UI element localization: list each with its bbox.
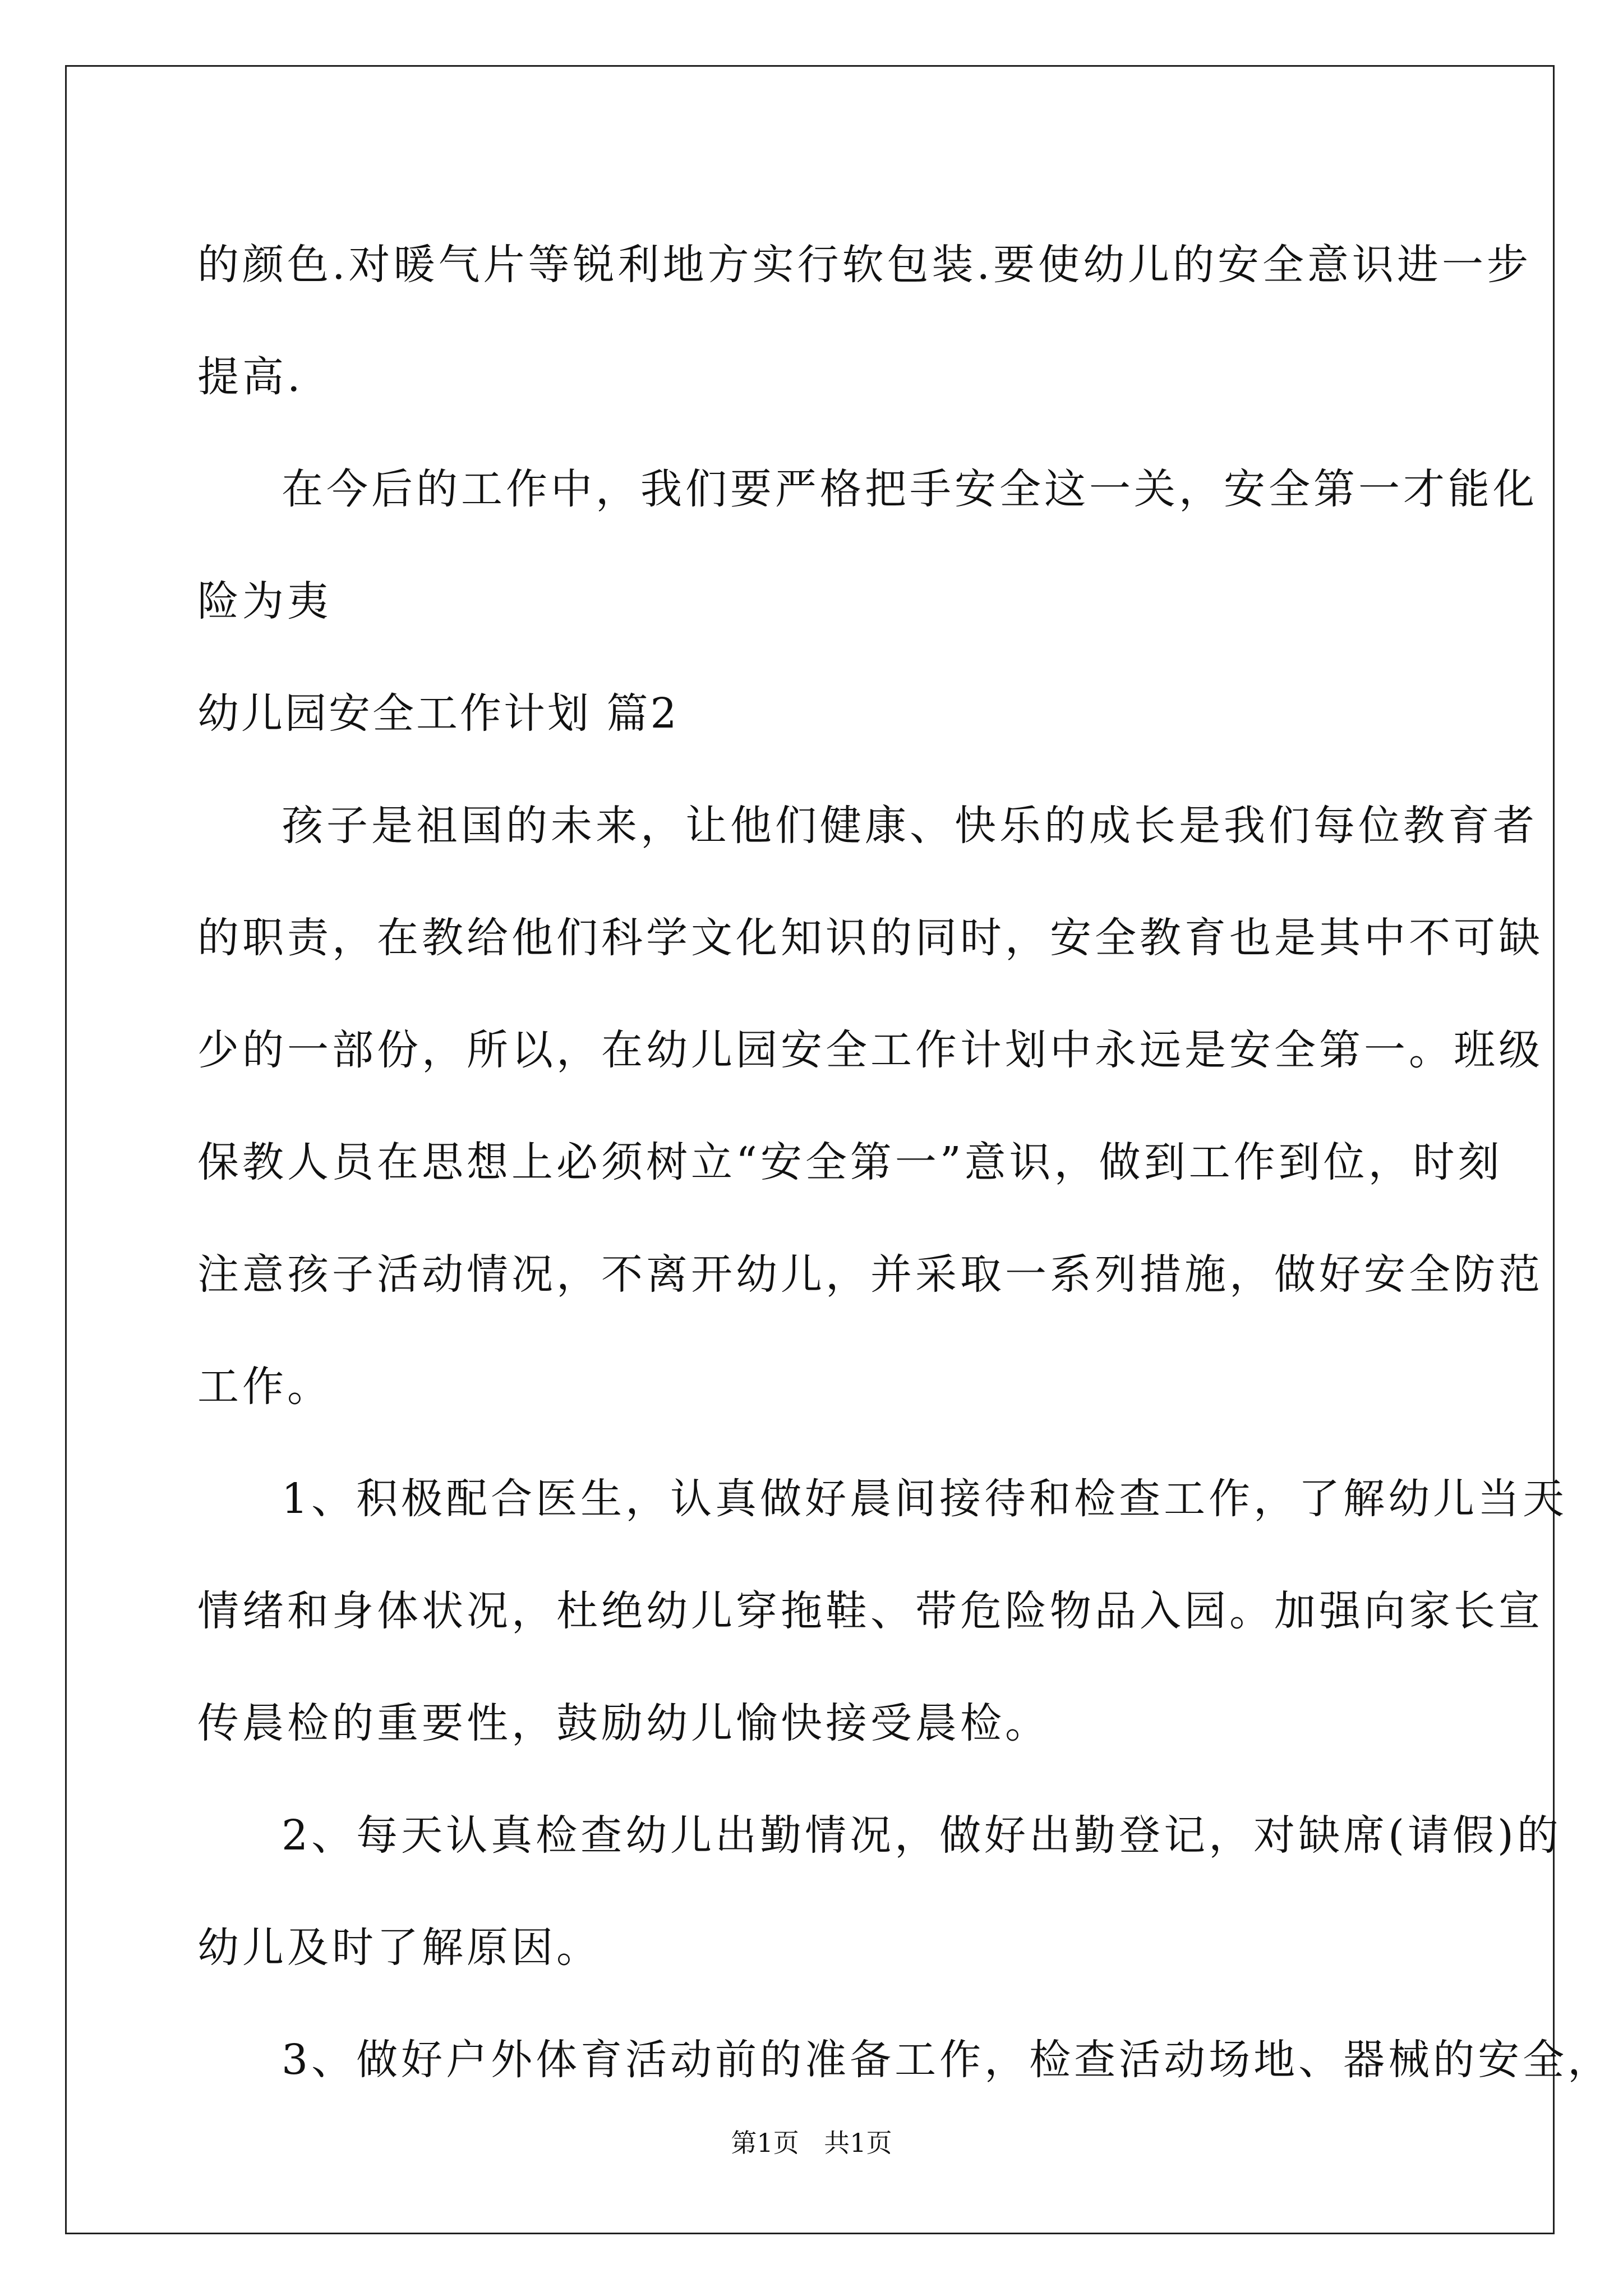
paragraph-line: 注意孩子活动情况，不离开幼儿，并采取一系列措施，做好安全防范: [197, 1250, 1543, 1299]
list-item-line: 幼儿及时了解原因。: [197, 1924, 601, 1972]
page-footer: 第1页 共1页: [731, 2128, 892, 2158]
paragraph-line: 孩子是祖国的未来，让他们健康、快乐的成长是我们每位教育者: [282, 802, 1538, 850]
list-item-line: 3、做好户外体育活动前的准备工作，检查活动场地、器械的安全，: [282, 2036, 1613, 2084]
paragraph-line: 的颜色.对暖气片等锐利地方实行软包装.要使幼儿的安全意识进一步: [197, 241, 1532, 289]
paragraph-line: 保教人员在思想上必须树立“安全第一”意识，做到工作到位，时刻: [197, 1138, 1503, 1186]
list-item-line: 情绪和身体状况，杜绝幼儿穿拖鞋、带危险物品入园。加强向家长宣: [197, 1587, 1543, 1635]
paragraph-line: 在今后的工作中，我们要严格把手安全这一关，安全第一才能化: [282, 465, 1538, 513]
paragraph-line: 险为夷: [197, 577, 332, 625]
paragraph-line: 提高.: [197, 353, 304, 401]
paragraph-line: 少的一部份，所以，在幼儿园安全工作计划中永远是安全第一。班级: [197, 1026, 1543, 1074]
document-body: [197, 209, 1613, 2116]
paragraph-line: 的职责，在教给他们科学文化知识的同时，安全教育也是其中不可缺: [197, 914, 1543, 962]
paragraph-line: 工作。: [197, 1363, 332, 1411]
list-item-line: 1、积极配合医生，认真做好晨间接待和检查工作，了解幼儿当天: [282, 1475, 1568, 1523]
list-item-line: 2、每天认真检查幼儿出勤情况，做好出勤登记，对缺席(请假)的: [282, 1811, 1562, 1860]
section-heading: 幼儿园安全工作计划 篇2: [197, 689, 679, 738]
list-item-line: 传晨检的重要性，鼓励幼儿愉快接受晨检。: [197, 1699, 1050, 1747]
